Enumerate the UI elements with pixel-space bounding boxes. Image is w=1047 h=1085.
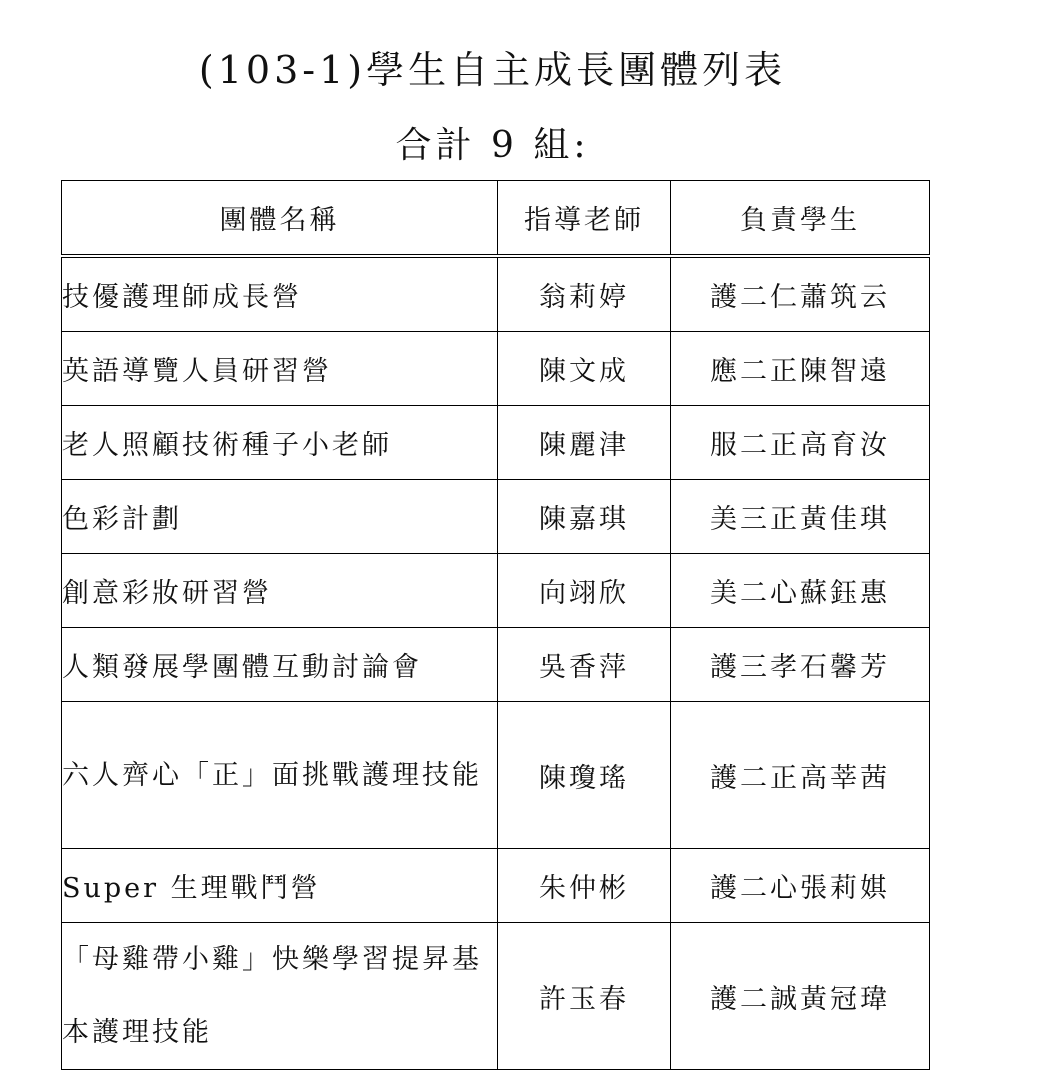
group-name-cell: 創意彩妝研習營 <box>62 554 498 628</box>
student-lead-cell: 美二心蘇鈺惠 <box>671 554 930 628</box>
advisor-cell: 向翊欣 <box>498 554 671 628</box>
group-name-cell: 色彩計劃 <box>62 480 498 554</box>
header-student-lead: 負責學生 <box>671 181 930 257</box>
group-name-cell: 英語導覽人員研習營 <box>62 332 498 406</box>
table-row <box>62 849 930 923</box>
group-name-cell: 老人照顧技術種子小老師 <box>62 406 498 480</box>
student-lead-cell: 護二仁蕭筑云 <box>671 256 930 332</box>
student-lead-cell: 護二正高莘茜 <box>671 702 930 849</box>
advisor-cell: 陳瓊瑤 <box>498 702 671 849</box>
advisor-cell: 許玉春 <box>498 923 671 1070</box>
table-header-row <box>62 181 930 257</box>
group-name-cell: Super 生理戰鬥營 <box>62 849 498 923</box>
header-group-name: 團體名稱 <box>62 181 498 257</box>
group-list-table <box>61 180 930 1070</box>
advisor-cell: 吳香萍 <box>498 628 671 702</box>
advisor-cell: 陳文成 <box>498 332 671 406</box>
student-lead-cell: 護二誠黃冠瑋 <box>671 923 930 1070</box>
table-row <box>62 256 930 332</box>
header-advisor: 指導老師 <box>498 181 671 257</box>
table-row <box>62 332 930 406</box>
advisor-cell: 陳嘉琪 <box>498 480 671 554</box>
group-count-subtitle: 合計 9 組: <box>395 125 590 166</box>
group-name-cell: 技優護理師成長營 <box>62 256 498 332</box>
group-name-cell: 「母雞帶小雞」快樂學習提昇基本護理技能 <box>62 923 498 1070</box>
student-lead-cell: 護三孝石馨芳 <box>671 628 930 702</box>
student-lead-cell: 護二心張莉娸 <box>671 849 930 923</box>
advisor-cell: 翁莉婷 <box>498 256 671 332</box>
student-lead-cell: 服二正高育汝 <box>671 406 930 480</box>
table-row <box>62 480 930 554</box>
advisor-cell: 朱仲彬 <box>498 849 671 923</box>
table-row <box>62 554 930 628</box>
student-lead-cell: 應二正陳智遠 <box>671 332 930 406</box>
student-lead-cell: 美三正黃佳琪 <box>671 480 930 554</box>
table-row <box>62 702 930 849</box>
group-name-cell: 人類發展學團體互動討論會 <box>62 628 498 702</box>
advisor-cell: 陳麗津 <box>498 406 671 480</box>
table-row <box>62 406 930 480</box>
table-row <box>62 628 930 702</box>
group-name-cell: 六人齊心「正」面挑戰護理技能 <box>62 702 498 849</box>
table-row <box>62 923 930 1070</box>
document-title: (103-1)學生自主成長團體列表 <box>198 48 787 92</box>
